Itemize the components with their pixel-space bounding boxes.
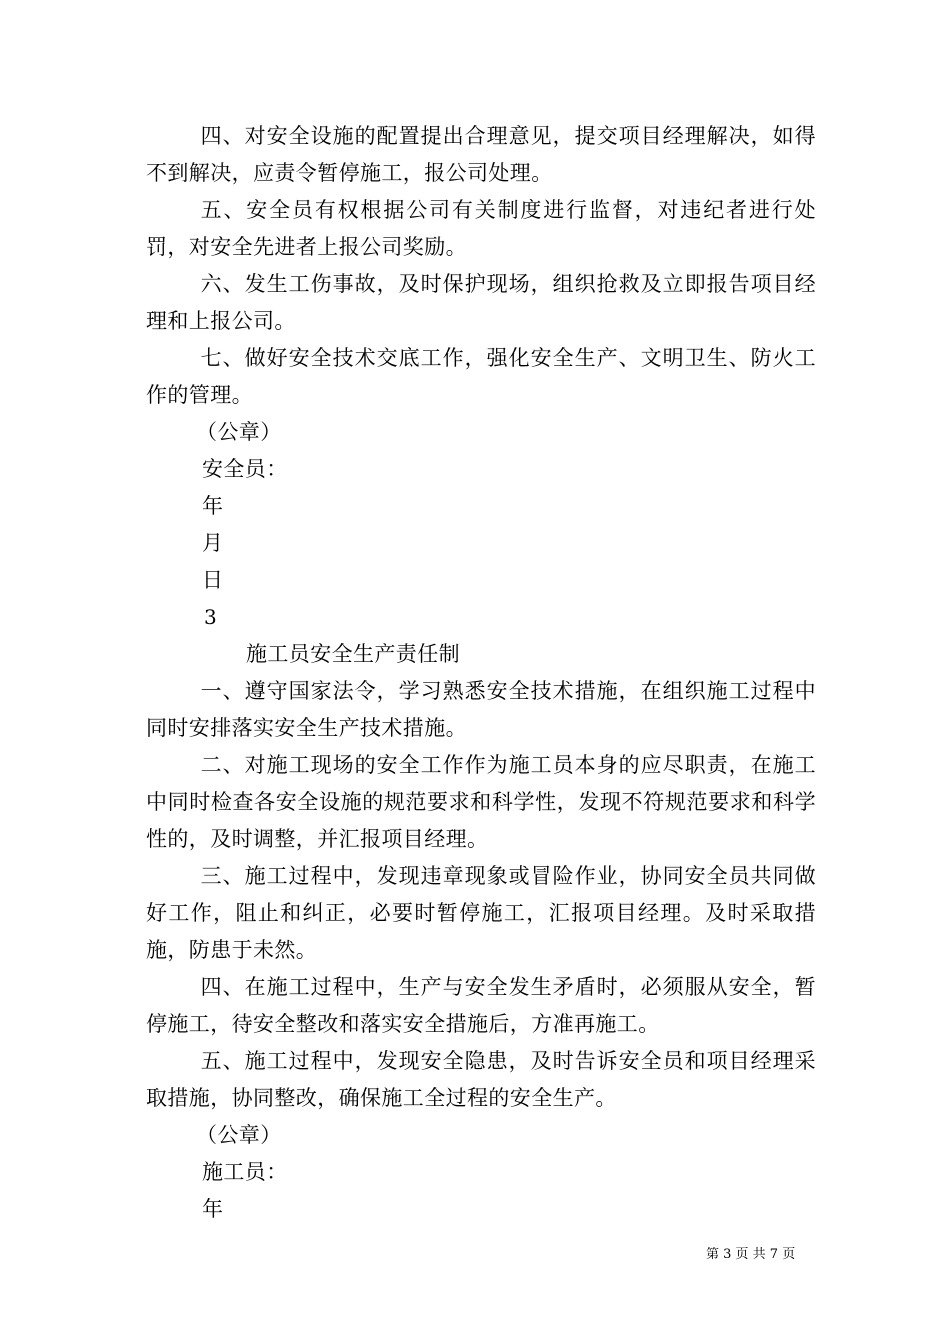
seal-placeholder-2: （公章）	[196, 1123, 282, 1147]
paragraph-safety-6: 六、发生工伤事故，及时保护现场，组织抢救及立即报告项目经理和上报公司。	[146, 272, 816, 333]
signer-label: 安全员：	[202, 457, 288, 481]
date-day: 日	[202, 568, 224, 592]
paragraph-builder-3: 三、施工过程中，发现违章现象或冒险作业，协同安全员共同做好工作，阻止和纠正，必要时暂停施工，汇报项目经理。及时采取措施，防患于未然。	[146, 864, 816, 962]
document-body	[146, 118, 816, 1228]
date-year-2: 年	[202, 1197, 224, 1221]
paragraph-safety-4: 四、对安全设施的配置提出合理意见，提交项目经理解决，如得不到解决，应责令暂停施工，报公司处理。	[146, 124, 816, 185]
seal-placeholder: （公章）	[196, 420, 282, 444]
paragraph-safety-5: 五、安全员有权根据公司有关制度进行监督，对违纪者进行处罚，对安全先进者上报公司奖励。	[146, 198, 816, 259]
paragraph-builder-1: 一、遵守国家法令，学习熟悉安全技术措施，在组织施工过程中同时安排落实安全生产技术措施。	[146, 679, 816, 740]
paragraph-builder-4: 四、在施工过程中，生产与安全发生矛盾时，必须服从安全，暂停施工，待安全整改和落实安全措施后，方准再施工。	[146, 975, 816, 1036]
signer-label-2: 施工员：	[202, 1160, 288, 1184]
paragraph-builder-5: 五、施工过程中，发现安全隐患，及时告诉安全员和项目经理采取措施，协同整改，确保施工全过程的安全生产。	[146, 1049, 816, 1110]
date-month: 月	[202, 531, 224, 555]
paragraph-safety-7: 七、做好安全技术交底工作，强化安全生产、文明卫生、防火工作的管理。	[146, 346, 816, 407]
inline-page-number: 3	[204, 605, 218, 629]
page-footer: 第 3 页 共 7 页	[706, 1247, 796, 1262]
paragraph-builder-2: 二、对施工现场的安全工作作为施工员本身的应尽职责，在施工中同时检查各安全设施的规范要求和科学性，发现不符规范要求和科学性的，及时调整，并汇报项目经理。	[146, 753, 816, 851]
section-title: 施工员安全生产责任制	[246, 642, 460, 666]
date-year: 年	[202, 494, 224, 518]
